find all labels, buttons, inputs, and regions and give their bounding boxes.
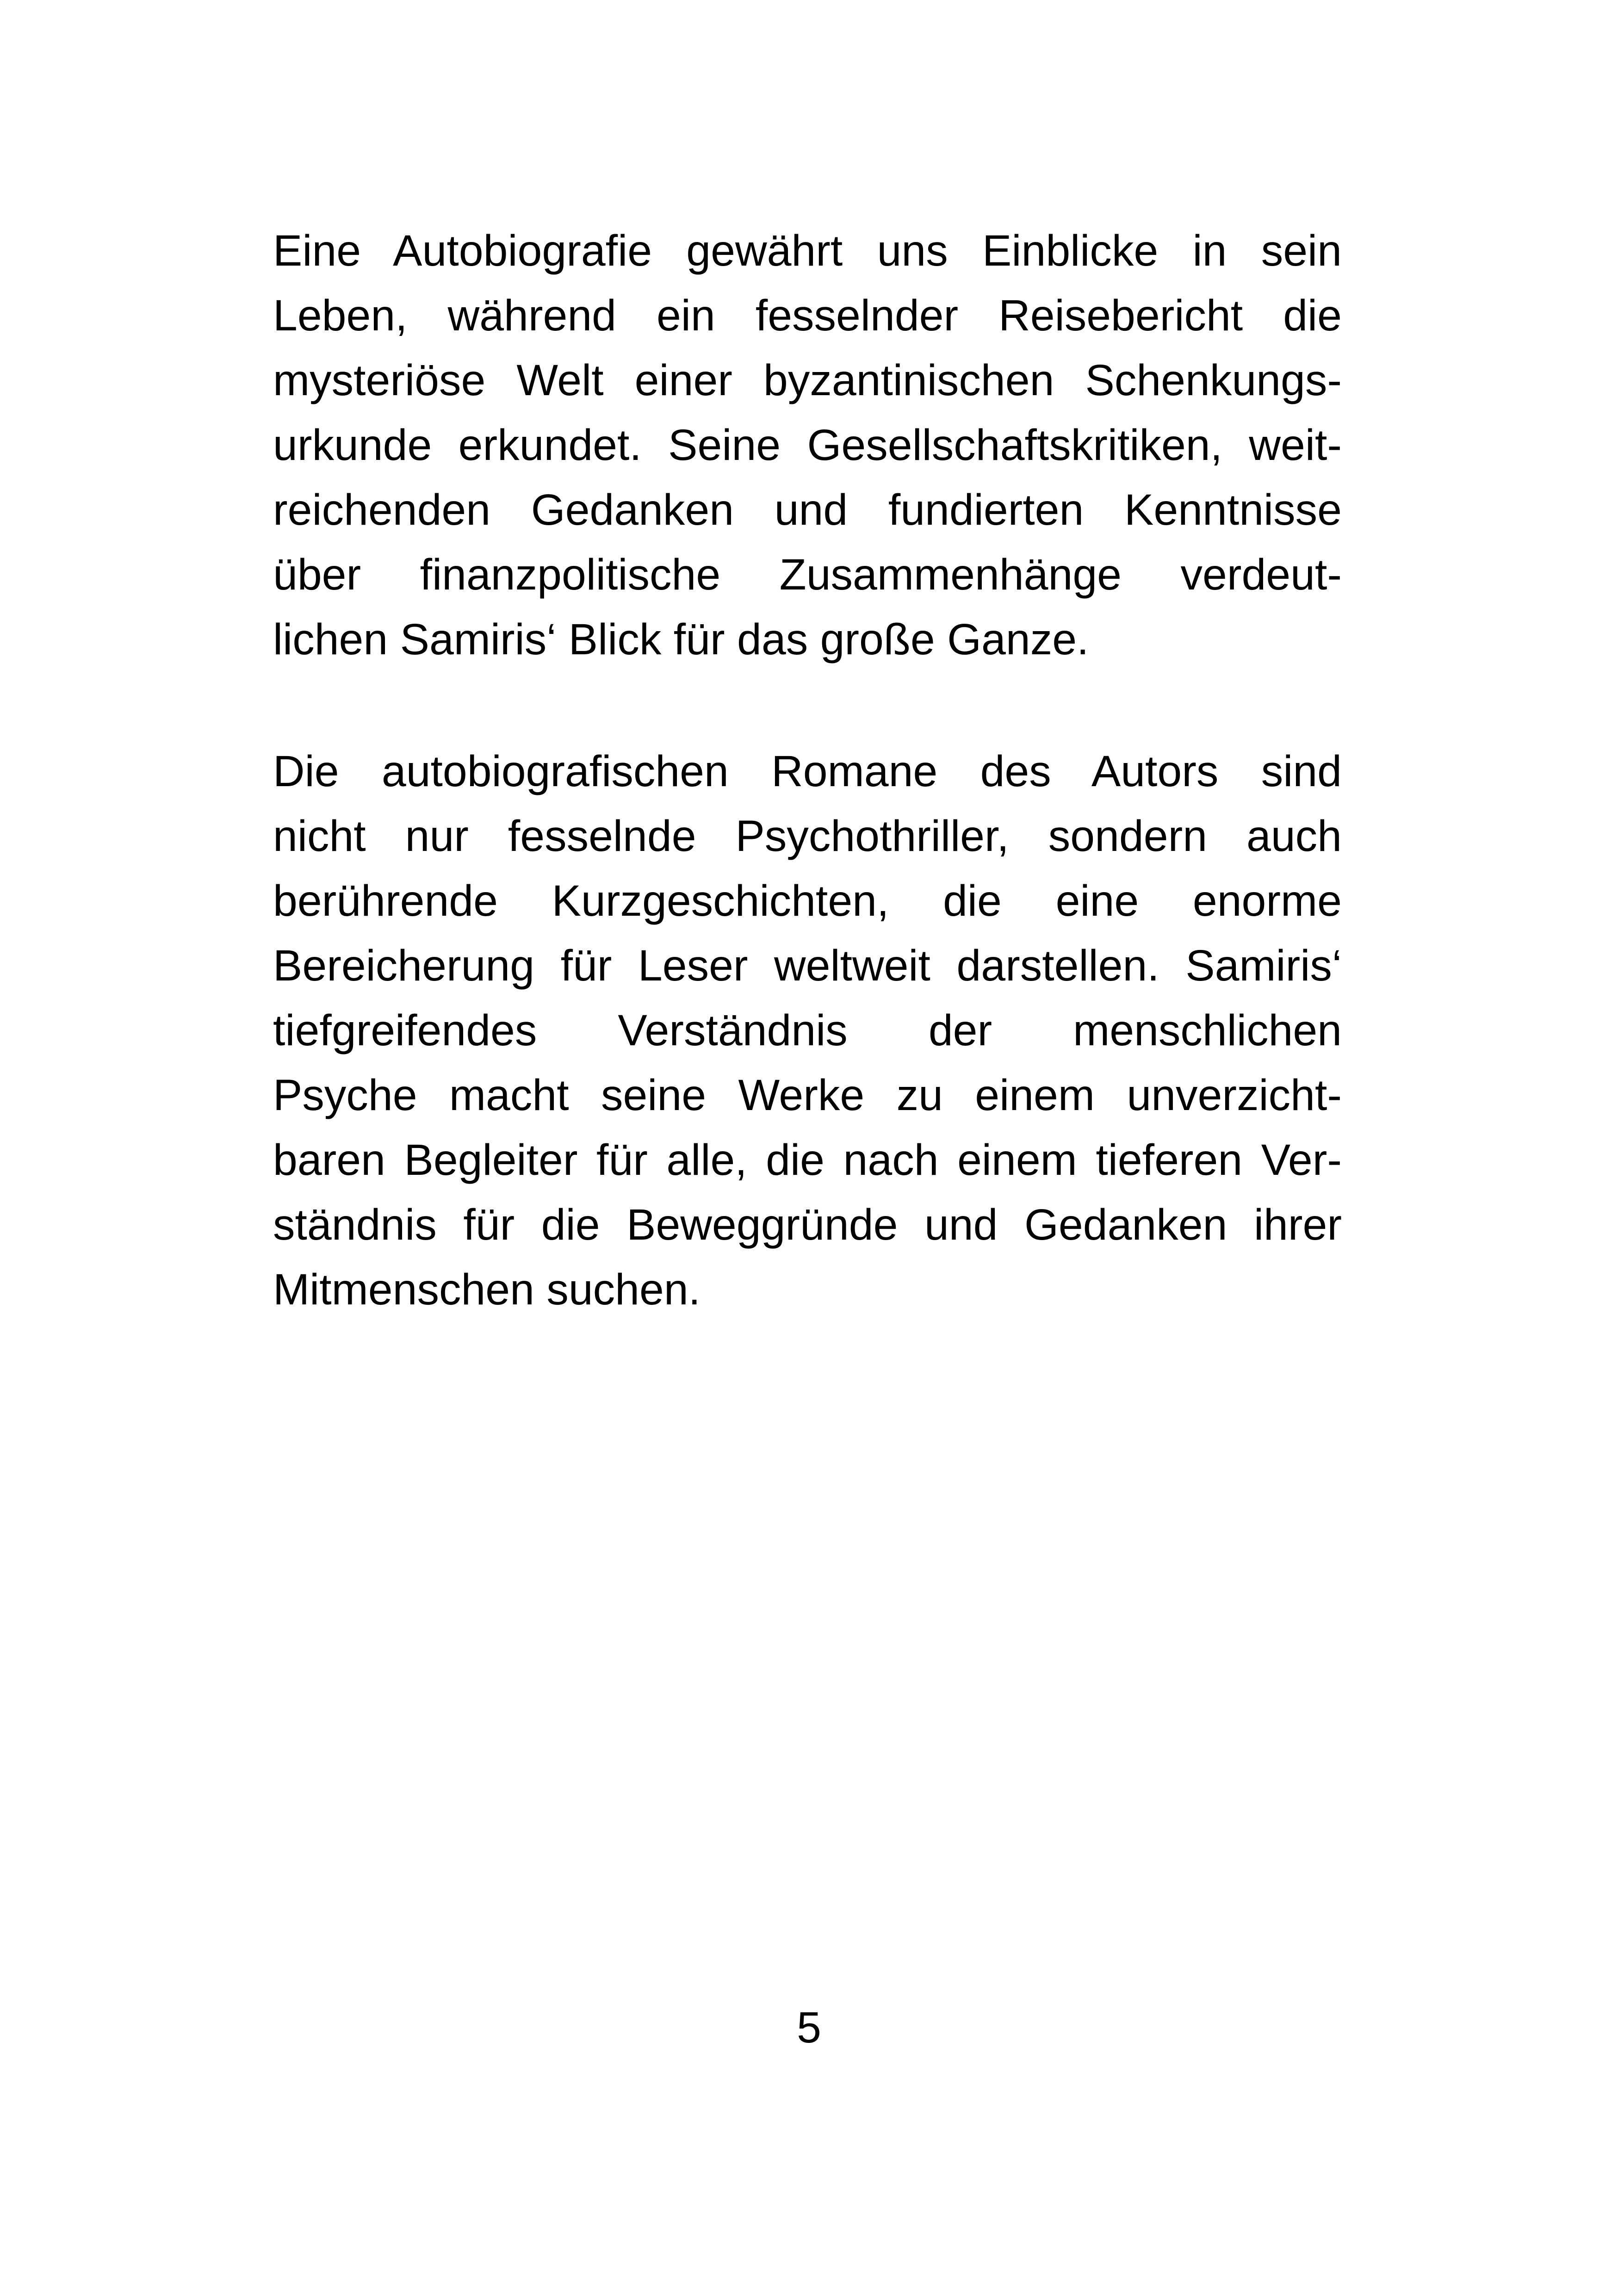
- text-line: über finanzpolitische Zusammenhänge verdeut-: [273, 550, 1342, 599]
- text-line: Die autobiografischen Romane des Autors sind: [273, 747, 1342, 796]
- text-line: mysteriöse Welt einer byzantinischen Schenkungs-: [273, 356, 1342, 405]
- text-line: Bereicherung für Leser weltweit darstellen. Samiris‘: [273, 941, 1342, 990]
- text-line: berührende Kurzgeschichten, die eine enorme: [273, 876, 1342, 925]
- paragraph-novels: [273, 739, 1342, 1322]
- text-line: Leben, während ein fesselnder Reisebericht die: [273, 291, 1342, 340]
- text-line: ständnis für die Beweggründe und Gedanken ihrer: [273, 1200, 1342, 1249]
- text-line: lichen Samiris‘ Blick für das große Ganze.: [273, 615, 1089, 664]
- text-line: Eine Autobiografie gewährt uns Einblicke in sein: [273, 226, 1342, 275]
- text-line: baren Begleiter für alle, die nach einem tieferen Ver-: [273, 1136, 1342, 1185]
- text-line: nicht nur fesselnde Psychothriller, sondern auch: [273, 812, 1342, 861]
- text-line: tiefgreifendes Verständnis der menschlichen: [273, 1006, 1342, 1055]
- text-line: reichenden Gedanken und fundierten Kenntnisse: [273, 485, 1342, 534]
- text-line: urkunde erkundet. Seine Gesellschaftskritiken, weit-: [273, 421, 1342, 470]
- text-line: Mitmenschen suchen.: [273, 1265, 701, 1314]
- text-line: Psyche macht seine Werke zu einem unverzicht-: [273, 1071, 1342, 1120]
- paragraph-autobiography: [273, 218, 1342, 672]
- page-number: 5: [797, 2003, 821, 2052]
